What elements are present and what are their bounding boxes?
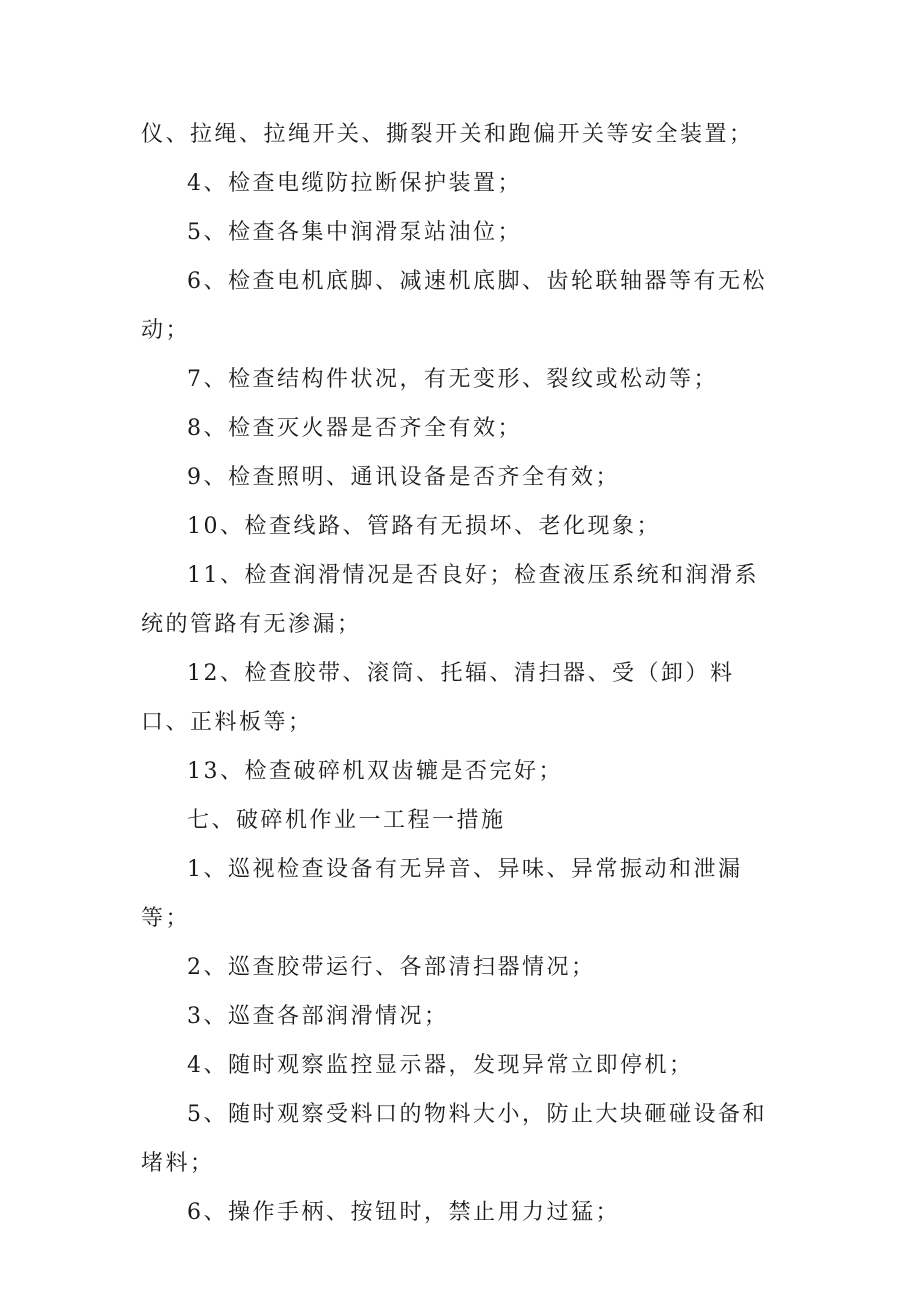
paragraph-item-9: 9、检查照明、通讯设备是否齐全有效； <box>187 465 620 490</box>
paragraph-item-10: 10、检查线路、管路有无损坏、老化现象； <box>187 514 661 539</box>
paragraph-measure-4: 4、随时观察监控显示器，发现异常立即停机； <box>187 1053 694 1078</box>
paragraph-item-13: 13、检查破碎机双齿辘是否完好； <box>187 759 563 784</box>
paragraph-measure-3: 3、巡查各部润滑情况； <box>187 1004 449 1029</box>
paragraph-item-5: 5、检查各集中润滑泵站油位； <box>187 220 522 245</box>
paragraph-measure-2: 2、巡查胶带运行、各部清扫器情况； <box>187 955 596 980</box>
paragraph-item-12: 12、检查胶带、滚筒、托辐、清扫器、受（卸）料口、正料板等； <box>141 661 735 735</box>
paragraph-measure-1: 1、巡视检查设备有无异音、异味、异常振动和泄漏等； <box>141 857 743 931</box>
section-heading-7: 七、破碎机作业一工程一措施 <box>187 808 506 833</box>
paragraph-measure-6: 6、操作手柄、按钮时，禁止用力过猛； <box>187 1200 620 1225</box>
paragraph-item-6: 6、检查电机底脚、减速机底脚、齿轮联轴器等有无松动； <box>141 269 767 343</box>
document-body <box>141 110 773 1237</box>
paragraph-continuation: 仪、拉绳、拉绳开关、撕裂开关和跑偏开关等安全装置； <box>141 122 754 147</box>
paragraph-item-11: 11、检查润滑情况是否良好；检查液压系统和润滑系统的管路有无渗漏； <box>141 563 759 637</box>
paragraph-item-4: 4、检查电缆防拉断保护装置； <box>187 171 522 196</box>
paragraph-item-7: 7、检查结构件状况，有无变形、裂纹或松动等； <box>187 367 718 392</box>
paragraph-measure-5: 5、随时观察受料口的物料大小，防止大块砸碰设备和堵料； <box>141 1102 767 1176</box>
paragraph-item-8: 8、检查灭火器是否齐全有效； <box>187 416 522 441</box>
